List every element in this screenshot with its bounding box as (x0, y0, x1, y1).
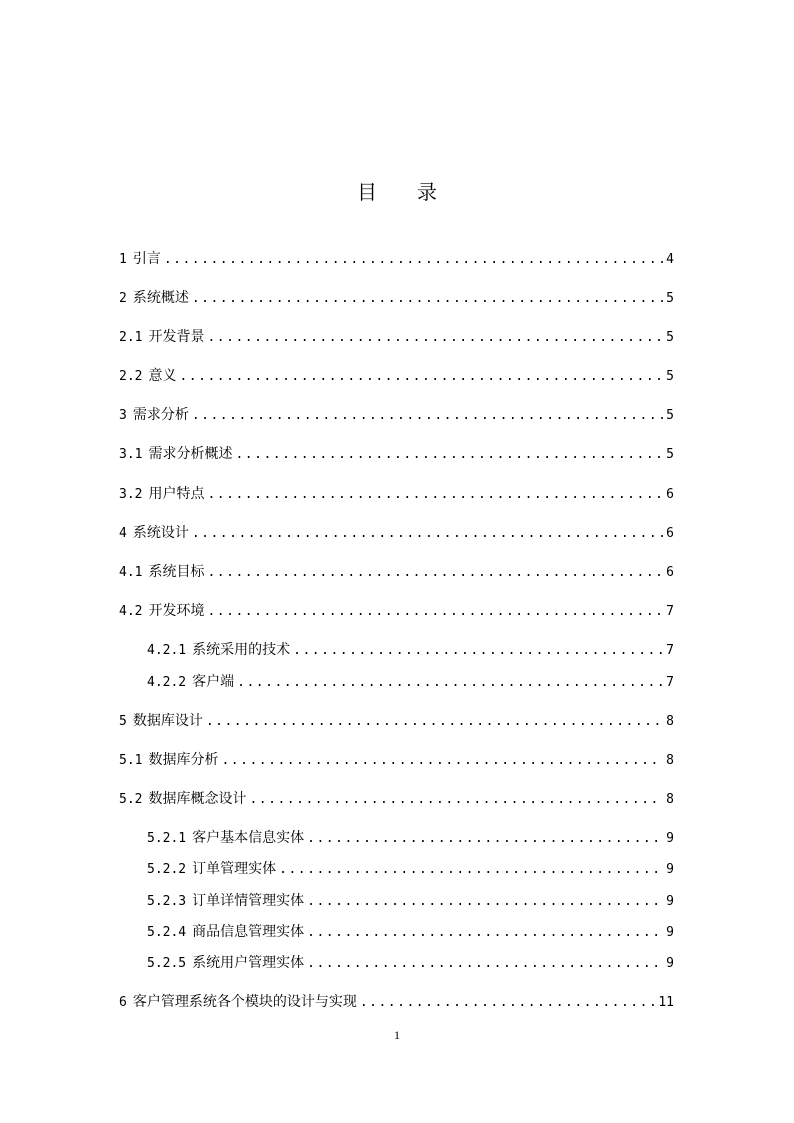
toc-leader (235, 446, 663, 464)
toc-leader (279, 861, 663, 879)
toc-entry-number: 3.2 (119, 487, 143, 502)
toc-leader (307, 830, 663, 848)
toc-entry-page: 6 (666, 526, 674, 541)
toc-entry[interactable] (119, 406, 674, 425)
toc-entry-title: 数据库分析 (148, 752, 219, 768)
page-number: 1 (394, 1028, 400, 1042)
toc-entry-title: 意义 (148, 368, 177, 384)
toc-entry[interactable] (119, 289, 674, 308)
toc-entry-title: 需求分析 (132, 407, 189, 423)
toc-entry-title: 开发背景 (148, 329, 205, 345)
toc-entry-number: 3 (119, 408, 127, 423)
toc-entry-title: 订单管理实体 (192, 861, 277, 877)
toc-leader (293, 642, 663, 660)
toc-entry-number: 5 (119, 714, 127, 729)
toc-title (0, 176, 794, 205)
toc-entry-page: 8 (666, 753, 674, 768)
toc-entry-number: 4 (119, 526, 127, 541)
toc-leader (307, 893, 663, 911)
toc-leader (249, 791, 663, 809)
toc-entry-page: 5 (666, 447, 674, 462)
toc-entry[interactable] (147, 954, 674, 973)
toc-entry-number: 1 (119, 252, 127, 267)
toc-entry-page: 5 (666, 369, 674, 384)
toc-entry-number: 5.2 (119, 792, 143, 807)
toc-title-char-1: 目 (357, 180, 377, 204)
toc-leader (360, 994, 656, 1012)
toc-entry-number: 2.2 (119, 369, 143, 384)
toc-entry[interactable] (119, 524, 674, 543)
toc-entry[interactable] (147, 860, 674, 879)
toc-entry[interactable] (119, 751, 674, 770)
toc-entry[interactable] (119, 445, 674, 464)
toc-entry-page: 4 (666, 252, 674, 267)
toc-entry-title: 系统目标 (148, 564, 205, 580)
toc-entry-title: 数据库概念设计 (148, 791, 247, 807)
toc-leader (207, 603, 663, 621)
toc-entry-number: 5.2.4 (147, 925, 187, 940)
toc-leader (307, 955, 663, 973)
toc-entry-number: 4.1 (119, 565, 143, 580)
toc-entry-page: 7 (666, 604, 674, 619)
toc-leader (206, 713, 663, 731)
toc-entry-number: 5.2.3 (147, 894, 187, 909)
toc-entry-number: 4.2 (119, 604, 143, 619)
toc-entry-page: 7 (666, 675, 674, 690)
toc-entry-page: 9 (666, 925, 674, 940)
toc-entry-number: 4.2.1 (147, 643, 187, 658)
toc-entry-title: 系统概述 (132, 290, 189, 306)
toc-entry-title: 数据库设计 (132, 713, 203, 729)
toc-entry-title: 引言 (132, 251, 161, 267)
toc-leader (164, 251, 663, 269)
toc-entry-title: 订单详情管理实体 (192, 893, 305, 909)
toc-entry-page: 8 (666, 792, 674, 807)
toc-entry[interactable] (119, 790, 674, 809)
toc-entry-page: 7 (666, 643, 674, 658)
toc-leader (192, 407, 663, 425)
toc-leader (307, 924, 663, 942)
toc-entry[interactable] (147, 923, 674, 942)
toc-entry[interactable] (147, 892, 674, 911)
toc-entry[interactable] (119, 563, 674, 582)
toc-entry[interactable] (119, 993, 674, 1012)
toc-entry[interactable] (119, 328, 674, 347)
toc-entry-title: 客户端 (192, 674, 235, 690)
toc-entry[interactable] (147, 829, 674, 848)
toc-entry-page: 6 (666, 487, 674, 502)
toc-leader (179, 368, 663, 386)
toc-leader (192, 525, 663, 543)
toc-entry-title: 需求分析概述 (148, 446, 233, 462)
toc-leader (207, 564, 663, 582)
toc-entry-page: 8 (666, 714, 674, 729)
toc-entry[interactable] (119, 367, 674, 386)
toc-entry-number: 5.2.2 (147, 862, 187, 877)
toc-entry[interactable] (119, 485, 674, 504)
toc-entry-page: 9 (666, 862, 674, 877)
toc-entry-title: 系统设计 (132, 525, 189, 541)
toc-entry-page: 5 (666, 291, 674, 306)
toc-entry-number: 4.2.2 (147, 675, 187, 690)
toc-entry-title: 系统采用的技术 (192, 642, 291, 658)
toc-leader (237, 674, 663, 692)
toc-entry-title: 用户特点 (148, 486, 205, 502)
toc-entry-page: 9 (666, 956, 674, 971)
toc-entry-title: 客户基本信息实体 (192, 830, 305, 846)
toc-entry[interactable] (147, 673, 674, 692)
toc-entry-page: 6 (666, 565, 674, 580)
toc-entry-page: 9 (666, 831, 674, 846)
toc-entry-title: 商品信息管理实体 (192, 924, 305, 940)
toc-leader (207, 486, 663, 504)
toc-entry-number: 2.1 (119, 330, 143, 345)
toc-leader (221, 752, 663, 770)
toc-leader (207, 329, 663, 347)
toc-entry-page: 5 (666, 408, 674, 423)
toc-entry-title: 系统用户管理实体 (192, 955, 305, 971)
toc-entry-number: 5.2.5 (147, 956, 187, 971)
toc-entry-number: 3.1 (119, 447, 143, 462)
toc-entry[interactable] (147, 641, 674, 660)
toc-entry[interactable] (119, 250, 674, 269)
toc-entry-page: 9 (666, 894, 674, 909)
toc-entry[interactable] (119, 712, 674, 731)
toc-entry-title: 客户管理系统各个模块的设计与实现 (132, 994, 357, 1010)
toc-entry-number: 6 (119, 995, 127, 1010)
toc-leader (192, 290, 663, 308)
toc-entry-page: 11 (658, 995, 674, 1010)
toc-entry-page: 5 (666, 330, 674, 345)
toc-entry-title: 开发环境 (148, 603, 205, 619)
toc-title-char-2: 录 (417, 180, 437, 204)
toc-entry-number: 5.2.1 (147, 831, 187, 846)
toc-entry[interactable] (119, 602, 674, 621)
toc-entry-number: 2 (119, 291, 127, 306)
toc-entry-number: 5.1 (119, 753, 143, 768)
